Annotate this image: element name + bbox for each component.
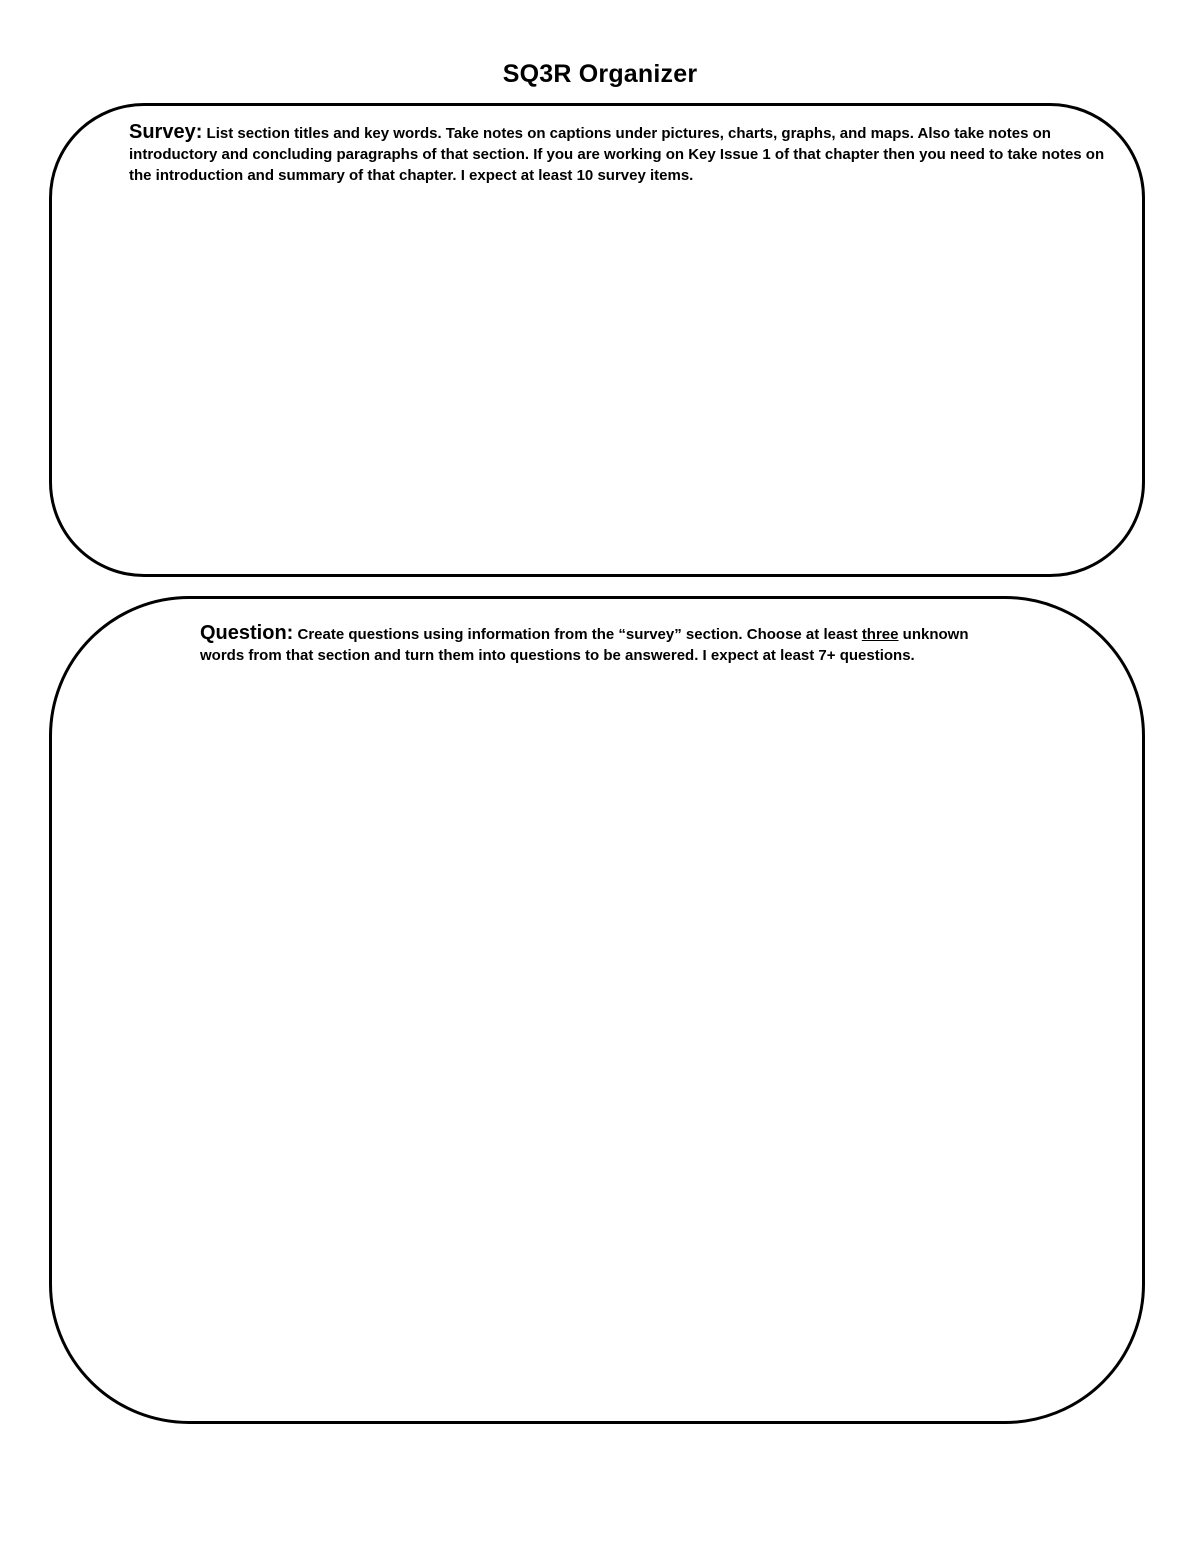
question-heading: Question:: [200, 622, 294, 644]
question-instructions: [200, 623, 980, 666]
survey-body-text: List section titles and key words. Take notes on captions under pictures, charts, graphs, and maps. Also take notes on introductory and concluding paragraphs of that section. If you are working on Key Issue 1 of that chapter then you need to take notes on the introduction and summary of that chapter. I expect at least 10 survey items.: [129, 125, 1105, 184]
question-underlined-word: three: [861, 626, 899, 643]
survey-box: [49, 103, 1145, 577]
question-body-text-after: unknown words from that section and turn them into questions to be answered. I expect at least 7+ questions.: [200, 626, 969, 664]
survey-heading: Survey:: [129, 121, 203, 143]
question-body-text-before: Create questions using information from the “survey” section. Choose at least: [297, 626, 858, 643]
survey-instructions: [129, 122, 1119, 186]
page-title: SQ3R Organizer: [502, 60, 698, 88]
question-box: [49, 596, 1145, 1424]
